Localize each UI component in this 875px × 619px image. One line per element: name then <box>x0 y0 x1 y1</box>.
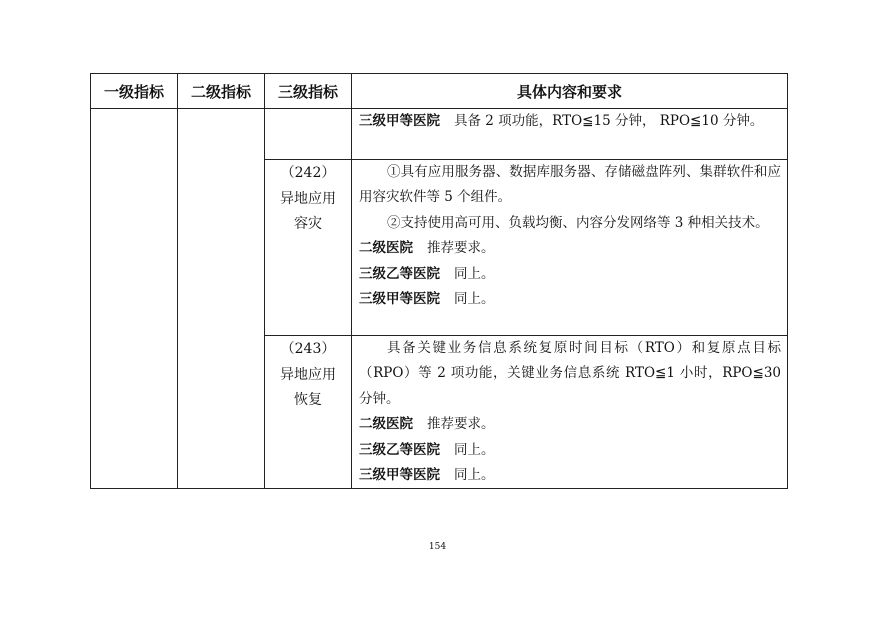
page-number: 154 <box>428 542 447 552</box>
content-line <box>359 262 781 287</box>
header-level1: 一级指标 <box>91 74 178 109</box>
table-row <box>91 109 788 160</box>
grade-text: 同上。 <box>454 291 495 308</box>
content-line <box>359 109 781 134</box>
header-content: 具体内容和要求 <box>352 74 788 109</box>
header-level2: 二级指标 <box>178 74 265 109</box>
indicator-code: （242） <box>280 165 336 181</box>
level3-cell <box>265 160 352 336</box>
grade-label: 三级甲等医院 <box>359 291 440 308</box>
content-line <box>359 463 781 488</box>
indicator-name-line2: 容灾 <box>294 216 322 232</box>
content-cell <box>352 336 788 489</box>
indicator-table <box>90 73 788 489</box>
content-cell <box>352 160 788 336</box>
content-paragraph: ①具有应用服务器、数据库服务器、存储磁盘阵列、集群软件和应用容灾软件等 5 个组件。 <box>359 164 781 206</box>
grade-label: 二级医院 <box>359 240 413 257</box>
indicator-name-line1: 异地应用 <box>280 190 336 207</box>
grade-text: 同上。 <box>454 265 495 282</box>
content-line <box>359 438 781 463</box>
table-header-row <box>91 74 788 109</box>
level3-cell <box>265 109 352 160</box>
grade-label: 三级乙等医院 <box>359 441 440 458</box>
grade-label: 三级乙等医院 <box>359 265 440 282</box>
content-paragraph: 具备关键业务信息系统复原时间目标（RTO）和复原点目标（RPO）等 2 项功能，关键业务信息系统 RTO≦1 小时，RPO≦30 分钟。 <box>359 340 781 407</box>
content-line <box>359 287 781 312</box>
indicator-code: （243） <box>280 341 336 357</box>
level3-cell <box>265 336 352 489</box>
content-paragraph: ②支持使用高可用、负载均衡、内容分发网络等 3 种相关技术。 <box>387 214 769 231</box>
grade-label: 二级医院 <box>359 416 413 433</box>
grade-text: 推荐要求。 <box>427 240 495 257</box>
content-cell <box>352 109 788 160</box>
grade-text: 推荐要求。 <box>427 416 495 433</box>
grade-text: 同上。 <box>454 467 495 484</box>
content-line <box>359 412 781 437</box>
content-line <box>359 236 781 261</box>
level1-cell <box>91 109 178 489</box>
indicator-name-line2: 恢复 <box>294 392 322 408</box>
grade-label: 三级甲等医院 <box>359 467 440 484</box>
grade-text: 同上。 <box>454 441 495 458</box>
grade-text: 具备 2 项功能，RTO≦15 分钟， RPO≦10 分钟。 <box>454 113 764 129</box>
level2-cell <box>178 109 265 489</box>
grade-label: 三级甲等医院 <box>359 113 440 129</box>
indicator-name-line1: 异地应用 <box>280 366 336 383</box>
header-level3: 三级指标 <box>265 74 352 109</box>
